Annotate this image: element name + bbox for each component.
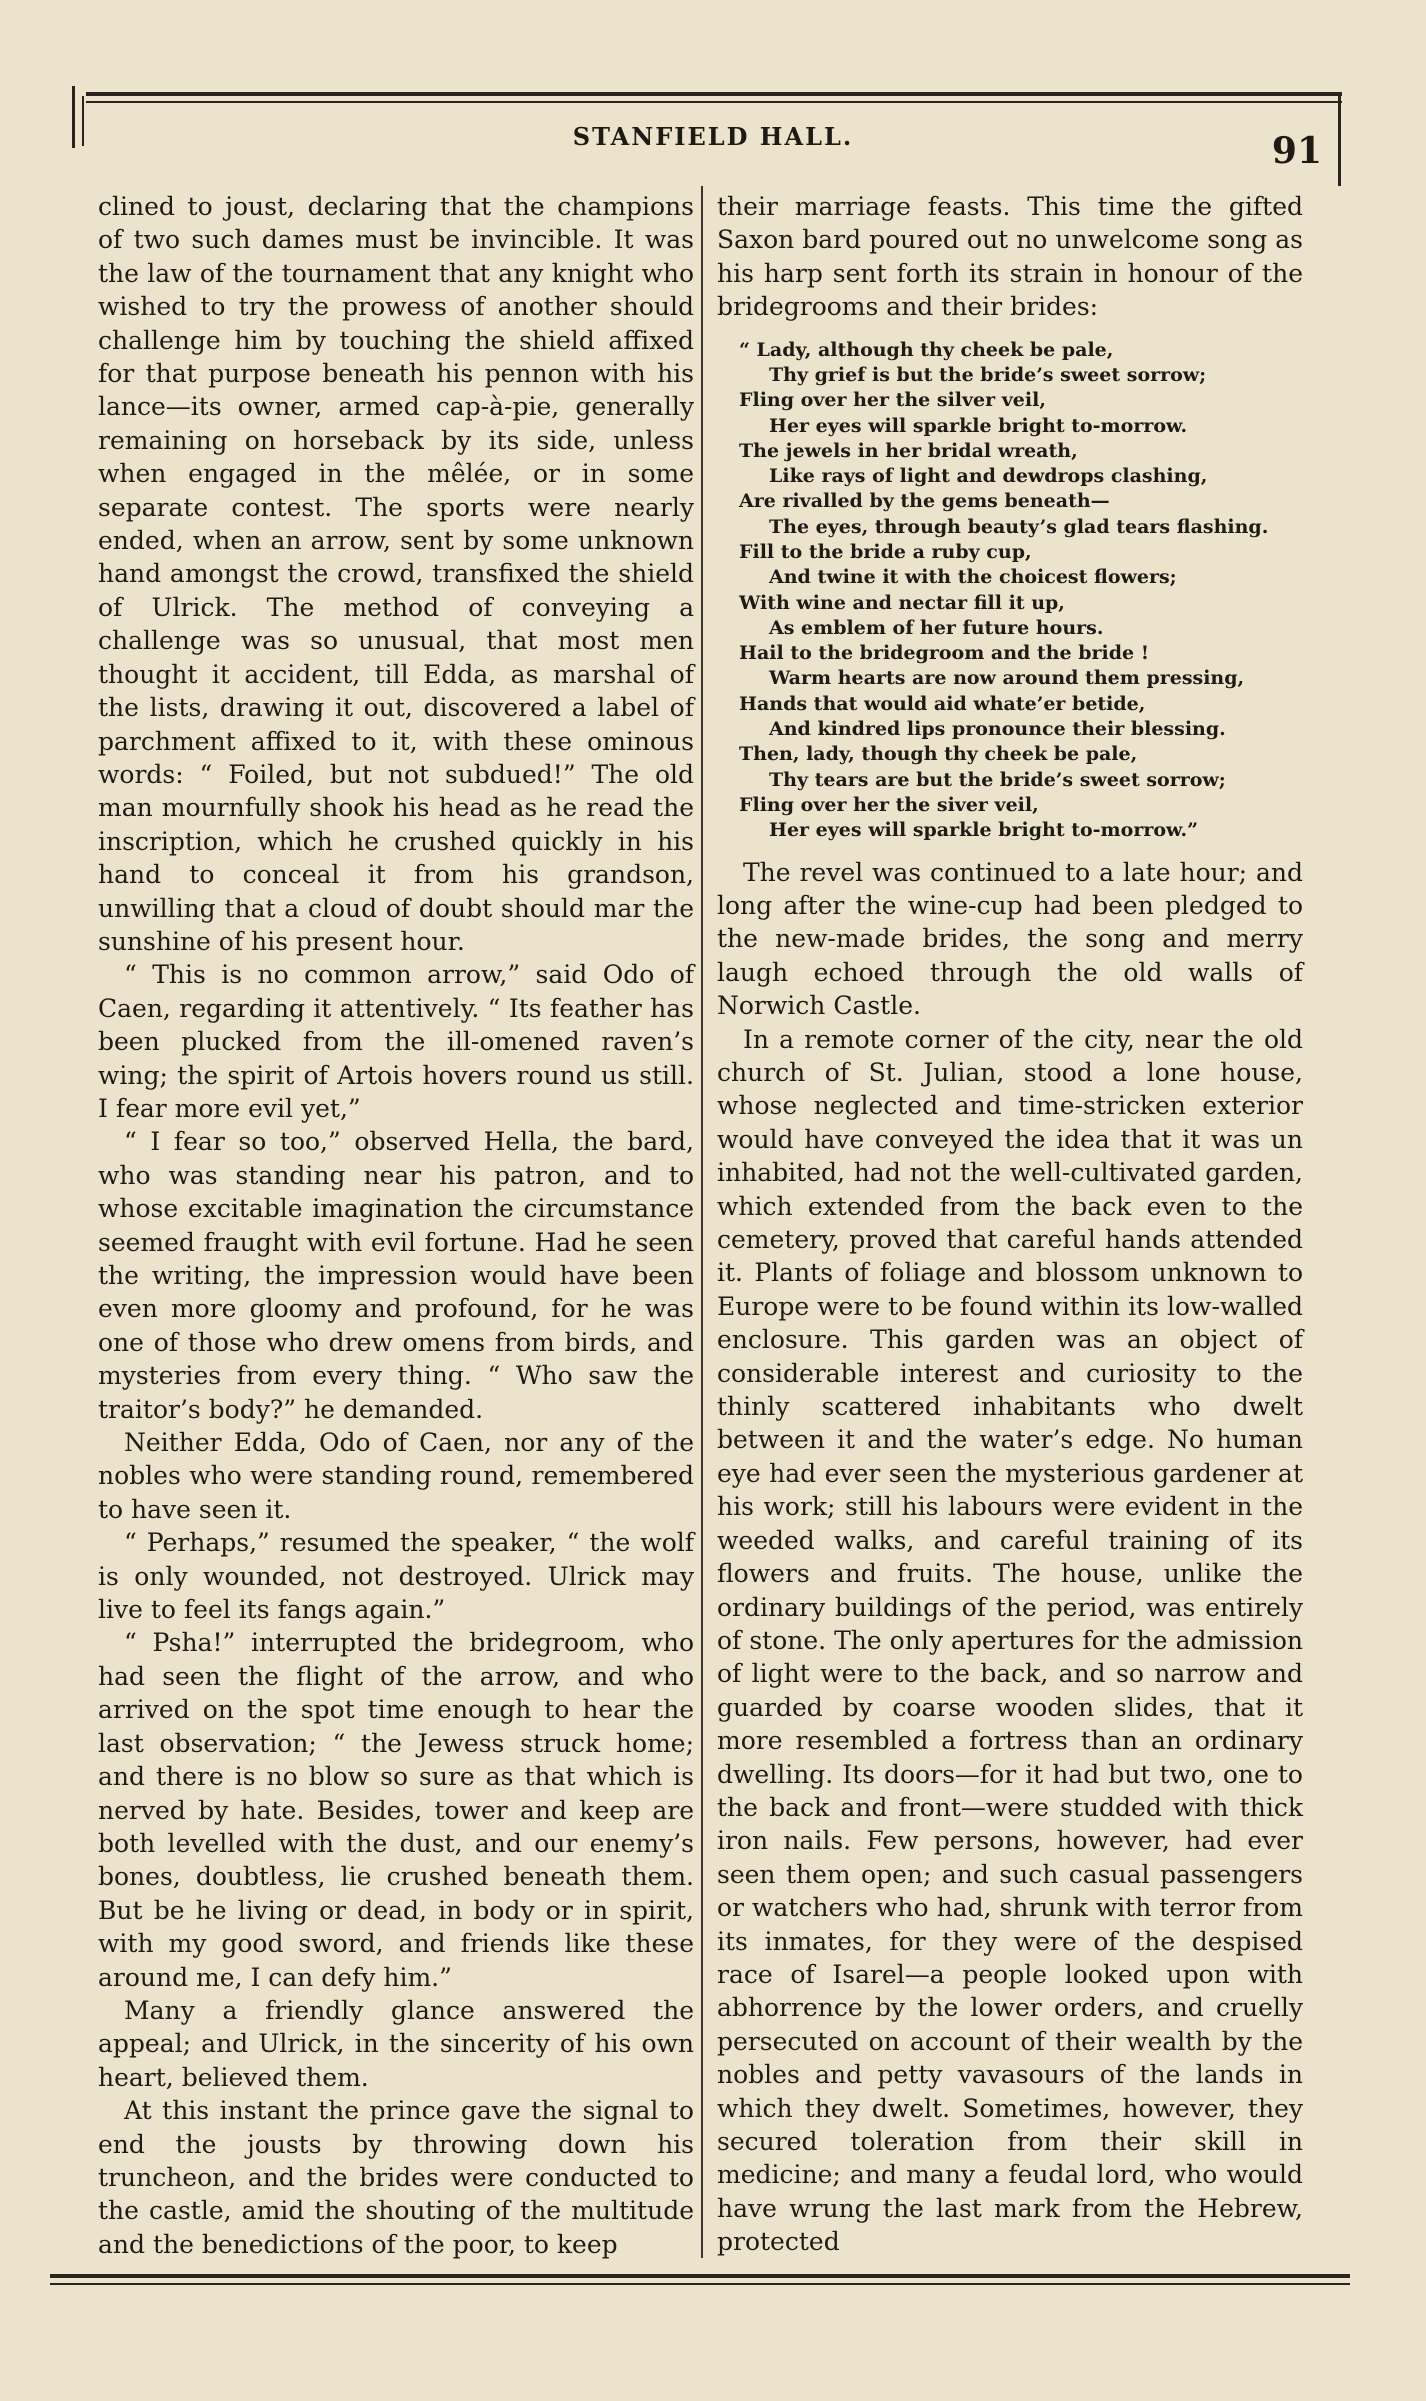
paragraph: Neither Edda, Odo of Caen, nor any of the nobles who were standing round, remembered to have seen it. (98, 1428, 694, 1524)
paragraph: “ Psha!” interrupted the bridegroom, who had seen the flight of the arrow, and who arrived on the spot time enough to hear the last observation; “ the Jewess struck home; and there is no blow so sure as that which is nerved by hate. Besides, tower and keep are both levelled with the dust, and our enemy’s bones, doubtless, lie crushed beneath them. But be he living or dead, in body or in spirit, with my good sword, and friends like these around me, I can defy him.” (98, 1628, 694, 1992)
poem-line: Her eyes will sparkle bright to-morrow. (769, 414, 1188, 437)
page-number: 91 (1271, 130, 1322, 172)
poem (717, 338, 1303, 844)
poem-line: The eyes, through beauty’s glad tears flashing. (769, 515, 1269, 538)
left-column (98, 190, 694, 2261)
poem-line: Her eyes will sparkle bright to-morrow.” (769, 819, 1199, 842)
paragraph: their marriage feasts. This time the gifted Saxon bard poured out no unwelcome song as his harp sent forth its strain in honour of the bridegrooms and their brides: (717, 192, 1303, 322)
poem-line: Thy grief is but the bride’s sweet sorrow; (769, 363, 1207, 386)
poem-line: The jewels in her bridal wreath, (739, 439, 1078, 462)
poem-line: Hands that would aid whate’er betide, (739, 692, 1146, 715)
footer-rule-outer (50, 2274, 1350, 2278)
paragraph: The revel was continued to a late hour; and long after the wine-cup had been pledged to the new-made brides, the song and merry laugh echoed through the old walls of Norwich Castle. (717, 857, 1303, 1021)
paragraph: In a remote corner of the city, near the old church of St. Julian, stood a lone house, whose neglected and time-stricken exterior would have conveyed the idea that it was un inhabited, had not the well-cultivated garden, which extended from the back even to the cemetery, proved that careful hands attended it. Plants of foliage and blossom unknown to Europe were to be found within its low-walled enclosure. This garden was an object of considerable interest and curiosity to the thinly scattered inhabitants who dwelt between it and the water’s edge. No human eye had ever seen the mysterious gardener at his work; still his labours were evident in the weeded walks, and careful training of its flowers and fruits. The house, unlike the ordinary buildings of the period, was entirely of stone. The only apertures for the admission of light were to the back, and so narrow and guarded by coarse wooden slides, that it more resembled a fortress than an ordinary dwelling. Its doors—for it had but two, one to the back and front—were studded with thick iron nails. Few persons, however, had ever seen them open; and such casual passengers or watchers who had, shrunk with terror from its inmates, for they were of the despised race of Isarel—a people looked upon with abhorrence by the lower orders, and cruelly persecuted on account of their wealth by the nobles and petty vavasours of the lands in which they dwelt. Sometimes, however, they secured toleration from their skill in medicine; and many a feudal lord, who would have wrung the last mark from the Hebrew, protected (717, 1024, 1303, 2257)
header-rule-outer (86, 92, 1342, 96)
poem-line: Then, lady, though thy cheek be pale, (739, 743, 1138, 766)
poem-line: Fling over her the silver veil, (739, 389, 1046, 412)
paragraph: “ Perhaps,” resumed the speaker, “ the wolf is only wounded, not destroyed. Ulrick may live to feel its fangs again.” (98, 1528, 694, 1625)
poem-line: Like rays of light and dewdrops clashing, (769, 465, 1208, 488)
poem-line: As emblem of her future hours. (769, 616, 1104, 639)
running-title: STANFIELD HALL. (572, 122, 854, 151)
poem-line: Thy tears are but the bride’s sweet sorrow; (769, 768, 1226, 791)
header-rule-inner (86, 101, 1342, 103)
poem-line: With wine and nectar fill it up, (739, 591, 1065, 614)
footer-rule-inner (50, 2283, 1350, 2285)
poem-line: And twine it with the choicest flowers; (769, 566, 1177, 589)
paragraph: “ I fear so too,” observed Hella, the bard, who was standing near his patron, and to whose excitable imagination the circumstance seemed fraught with evil fortune. Had he seen the writing, the impression would have been even more gloomy and profound, for he was one of those who drew omens from birds, and mysteries from every thing. “ Who saw the traitor’s body?” he demanded. (98, 1127, 694, 1424)
poem-line: And kindred lips pronounce their blessing. (769, 718, 1226, 741)
poem-line: Are rivalled by the gems beneath— (739, 490, 1110, 513)
paragraph: Many a friendly glance answered the appeal; and Ulrick, in the sincerity of his own heart, believed them. (98, 1995, 694, 2092)
paragraph: clined to joust, declaring that the champions of two such dames must be invincible. It was the law of the tournament that any knight who wished to try the prowess of another should challenge him by touching the shield affixed for that purpose beneath his pennon with his lance—its owner, armed cap-à-pie, generally remaining on horseback by its side, unless when engaged in the mêlée, or in some separate contest. The sports were nearly ended, when an arrow, sent by some unknown hand amongst the crowd, transfixed the shield of Ulrick. The method of conveying a challenge was so unusual, that most men thought it accident, till Edda, as marshal of the lists, drawing it out, discovered a label of parchment affixed to it, with these ominous words: “ Foiled, but not subdued!” The old man mournfully shook his head as he read the inscription, which he crushed quickly in his hand to conceal it from his grandson, unwilling that a cloud of doubt should mar the sunshine of his present hour. (98, 192, 694, 956)
paragraph: “ This is no common arrow,” said Odo of Caen, regarding it attentively. “ Its feather has been plucked from the ill-omened raven’s wing; the spirit of Artois hovers round us still. I fear more evil yet,” (98, 960, 694, 1123)
poem-line: Hail to the bridegroom and the bride ! (739, 642, 1150, 665)
poem-line: Fill to the bride a ruby cup, (739, 541, 1032, 563)
column-divider (701, 186, 703, 2258)
poem-line: Fling over her the siver veil, (739, 793, 1039, 816)
poem-line: Warm hearts are now around them pressing, (769, 667, 1245, 690)
right-column (717, 190, 1303, 2259)
poem-line: “ Lady, although thy cheek be pale, (739, 338, 1114, 361)
paragraph: At this instant the prince gave the signal to end the jousts by throwing down his truncheon, and the brides were conducted to the castle, amid the shouting of the multitude and the benedictions of the poor, to keep (98, 2096, 694, 2259)
